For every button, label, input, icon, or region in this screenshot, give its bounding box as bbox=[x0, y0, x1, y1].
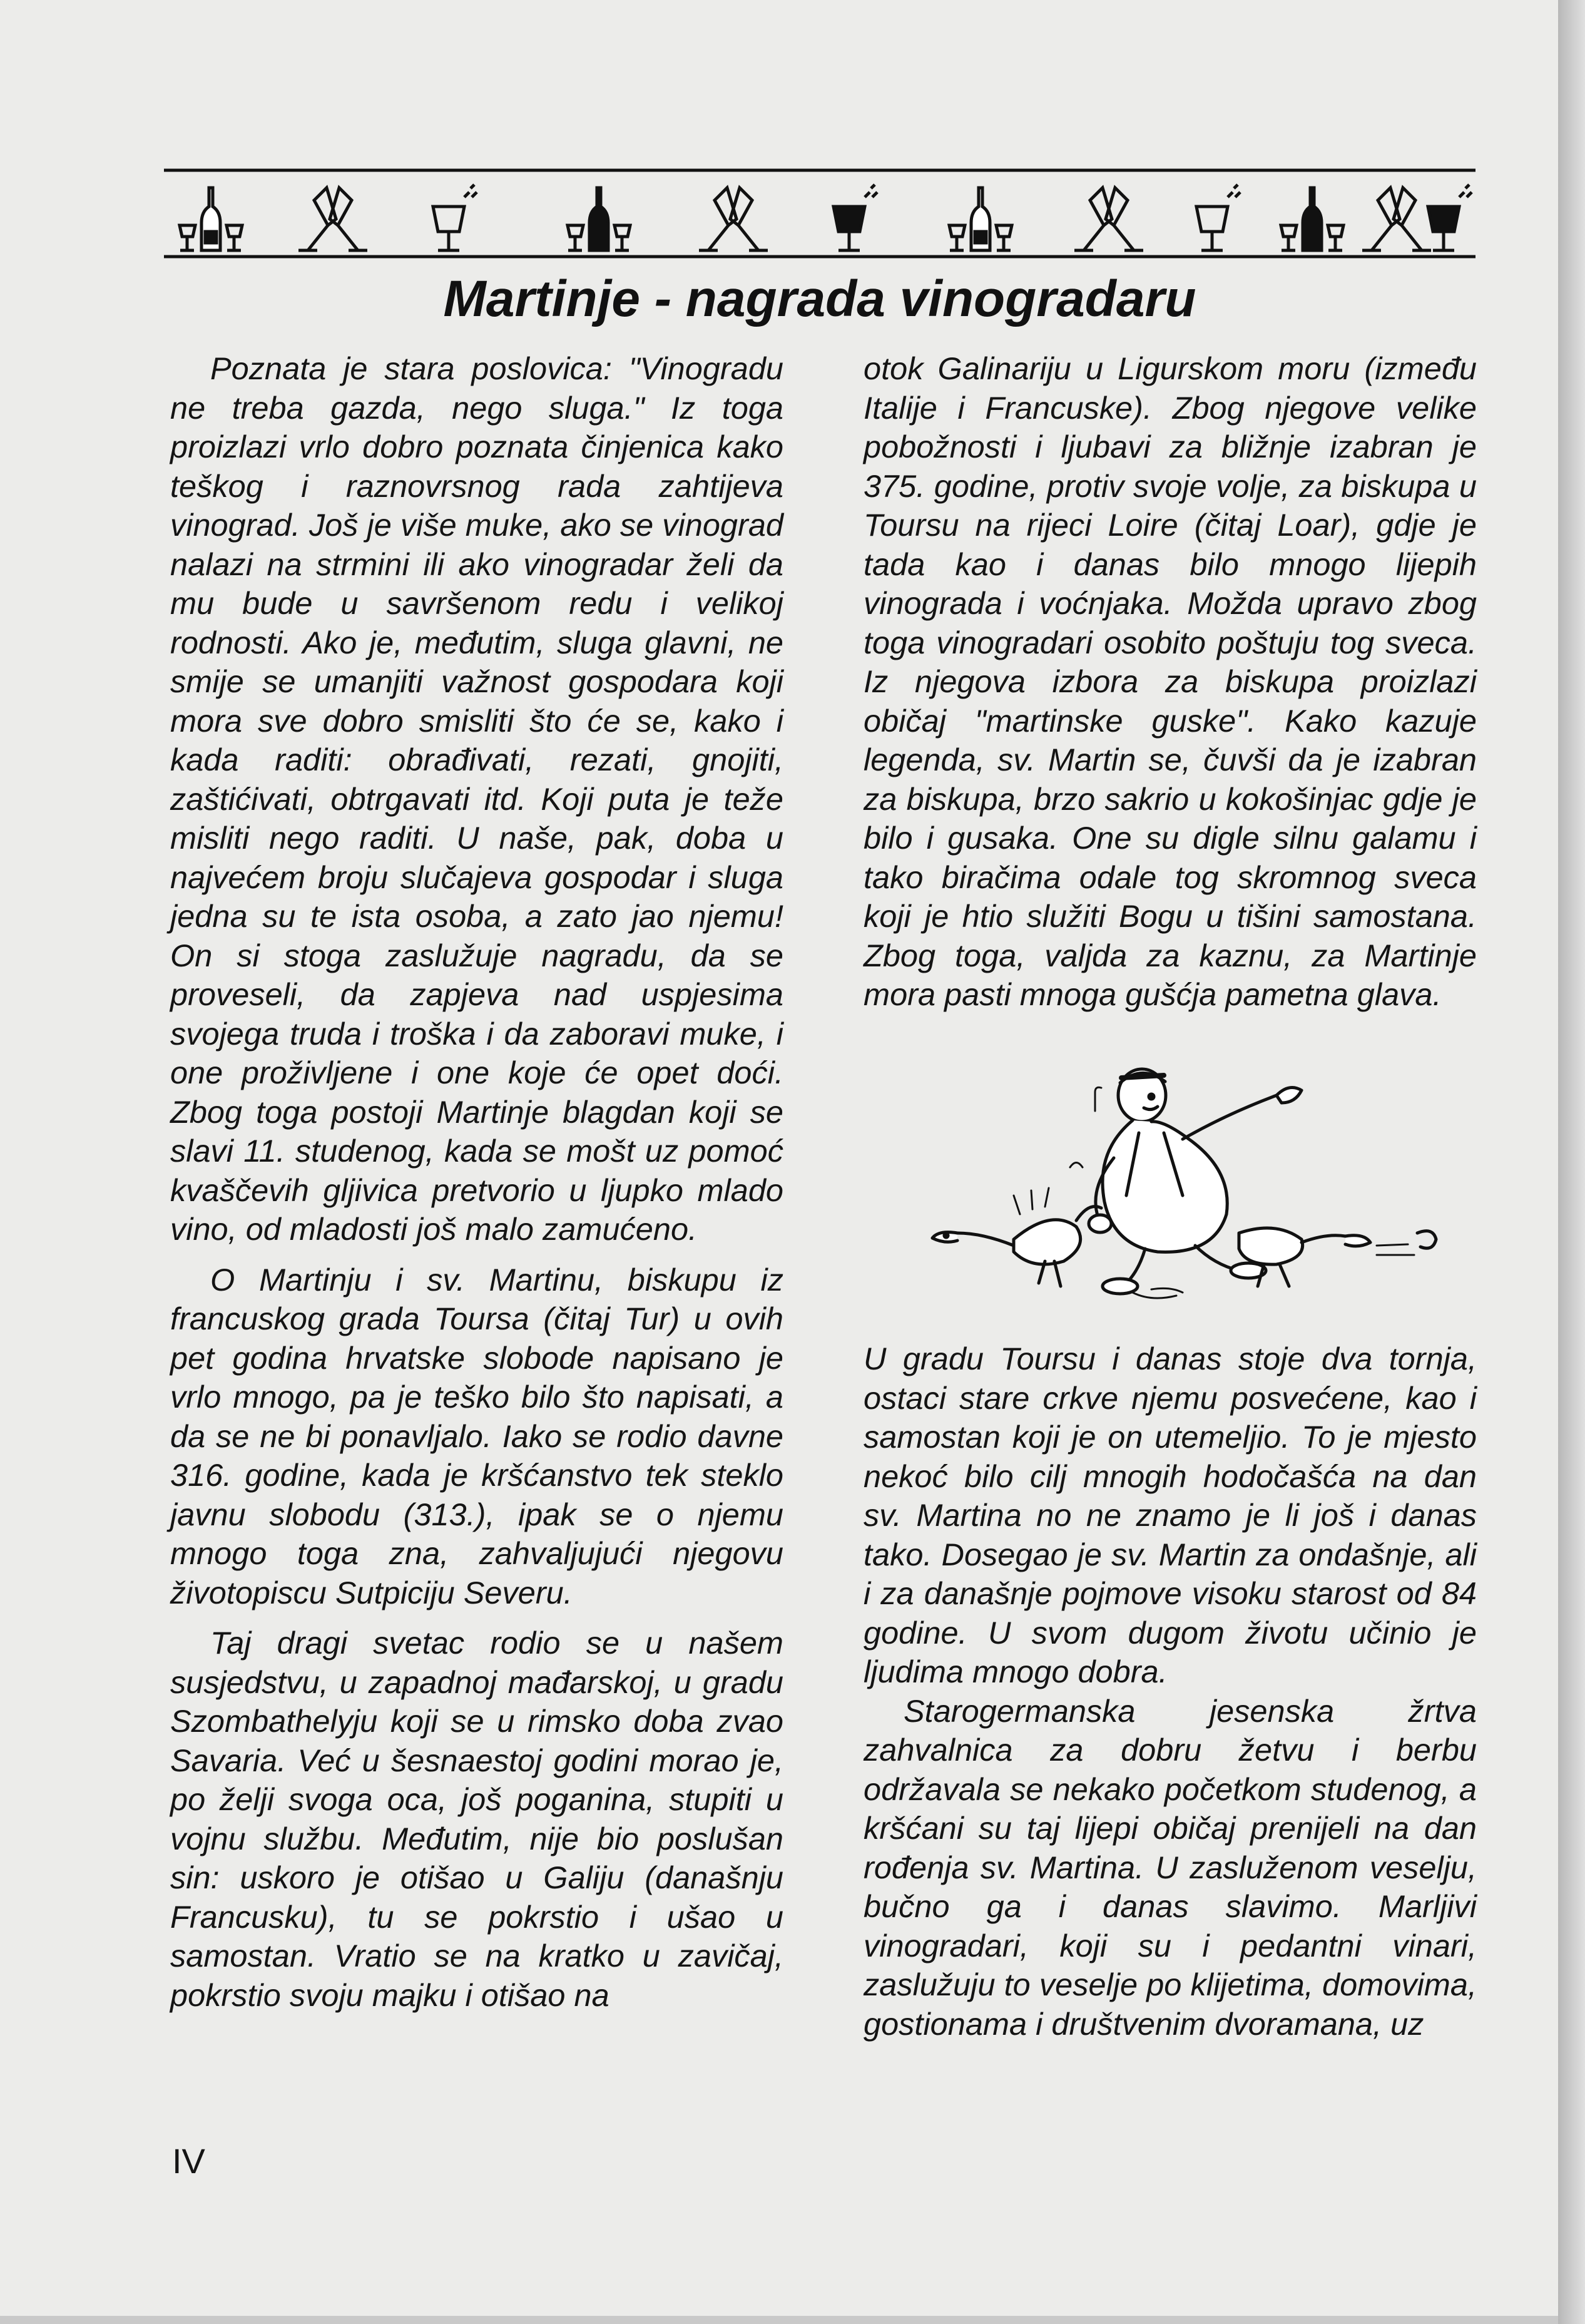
clinking-glasses-icon bbox=[699, 188, 768, 250]
clinking-glasses-icon bbox=[298, 188, 367, 250]
wine-glasses-band-svg bbox=[164, 163, 1475, 263]
goblet-sparkle-icon bbox=[1428, 185, 1472, 250]
page-number: IV bbox=[172, 2141, 205, 2181]
wine-glasses-decorative-band bbox=[164, 163, 1475, 263]
paragraph: U gradu Toursu i danas stoje dva tornja, ostaci stare crkve njemu posvećene, kao i samostan koji je on utemeljio. To je mjesto nekoć bilo cilj mnogih hodočašća na dan sv. Martina no ne znamo je li još i danas tako. Dosegao je sv. Martin za ondašnje, ali i za današnje pojmove visoku starost od 84 godine. U svom dugom životu učinio je ljudima mnogo dobra. bbox=[864, 1341, 1477, 1689]
bottle-glasses-icon bbox=[1281, 188, 1343, 250]
paragraph: Poznata je stara poslovica: "Vinogradu ne treba gazda, nego sluga." Iz toga proizlazi vrlo dobro poznata činjenica kako teškog i raznovrsnog rada zahtijeva vinograd. Još je više muke, ako se vinograd nalazi na strmini ili ako vinogradar želi da mu bude u savršenom redu i velikoj rodnosti. Ako je, međutim, sluga glavni, ne smije se umanjiti važnost gospodara koji mora sve dobro smisliti što će se, kako i kada raditi: obrađivati, rezati, gnojiti, zaštićivati, obtrgavati itd. Koji puta je teže misliti nego raditi. U naše, pak, doba u najvećem broju slučajeva gospodar i sluga jedna su te ista osoba, a zato jao njemu! On si stoga zaslužuje nagradu, da se proveseli, da zapjeva nad uspjesima svojega truda i troška i da zaboravi muke, i one proživljene i one koje će opet doći. Zbog toga postoji Martinje blagdan koji se slavi 11. studenog, kada se mošt uz pomoć kvaščevih gljivica pretvorio u ljupko mlado vino, od mladosti još malo zamućeno. bbox=[170, 351, 783, 1247]
article-title: Martinje - nagrada vinogradaru bbox=[443, 270, 1196, 327]
goblet-sparkle-icon bbox=[1196, 185, 1240, 250]
bottle-glasses-icon bbox=[568, 188, 630, 250]
clinking-glasses-icon bbox=[1362, 188, 1431, 250]
bottle-glasses-icon bbox=[180, 188, 242, 250]
page-edge bbox=[1558, 0, 1585, 2324]
paragraph: O Martinju i sv. Martinu, biskupu iz francuskog grada Toursa (čitaj Tur) u ovih pet godina hrvatske slobode napisano je vrlo mnogo, pa je teško bilo što napisati, a da se ne bi ponavljalo. Iako se rodio davne 316. godine, kada je kršćanstvo tek steklo javnu slobodu (313.), ipak se o njemu mnogo toga zna, zahvaljujući njegovu životopiscu Sutpiciju Severu. bbox=[170, 1261, 783, 1610]
goblet-sparkle-icon bbox=[833, 185, 877, 250]
man-chasing-geese-illustration bbox=[889, 1045, 1452, 1314]
paragraph: Taj dragi svetac rodio se u našem susjedstvu, u zapadnoj mađarskoj, u gradu Szombathelyju koji se u rimsko doba zvao Savaria. Već u šesnaestoj godini morao je, po želji svoga oca, još poganina, stupiti u vojnu službu. Međutim, nije bio poslušan sin: uskoro je otišao u Galiju (današnju Francusku), tu se pokrstio i ušao u samostan. Vratio se na kratko u zavičaj, pokrstio svoju majku i otišao na bbox=[170, 1625, 783, 2013]
paragraph: Starogermanska jesenska žrtva zahvalnica za dobru žetvu i berbu održavala se nekako početkom studenog, a kršćani su taj lijepi običaj prenijeli na dan rođenja sv. Martina. U zasluženom veselju, bučno ga i danas slavimo. Marljivi vinogradari, koji su i pedantni vinari, zaslužuju to veselje po klijetima, domovima, gostionama i društvenim dvoramana, uz bbox=[864, 1692, 1477, 2042]
clinking-glasses-icon bbox=[1074, 188, 1143, 250]
paragraph: otok Galinariju u Ligurskom moru (između Italije i Francuske). Zbog njegove velike pobožnosti i ljubavi za bližnje izabran je 375. godine, protiv svoje volje, za biskupa u Toursu na rijeci Loire (čitaj Loar), gdje je tada kao i danas bilo mnogo lijepih vinograda i voćnjaka. Možda upravo zbog toga vinogradari osobito poštuju tog sveca. Iz njegova izbora za biskupa proizlazi običaj "martinske guske". Kako kazuje legenda, sv. Martin se, čuvši da je izabran za biskupa, brzo sakrio u kokošinjac gdje je bilo i gusaka. One su digle silnu galamu i tako biračima odale tog skromnog sveca koji je htio služiti Bogu u tišini samostana. Zbog toga, valjda za kaznu, za Martinje mora pasti mnoga gušćja pametna glava. bbox=[864, 351, 1477, 1012]
bottle-glasses-icon bbox=[949, 188, 1012, 250]
man-chasing-geese-svg bbox=[889, 1045, 1452, 1314]
left-column bbox=[170, 349, 783, 2015]
right-column-bottom bbox=[864, 1339, 1477, 2044]
goblet-sparkle-icon bbox=[433, 185, 477, 250]
right-column-top bbox=[864, 349, 1477, 1015]
